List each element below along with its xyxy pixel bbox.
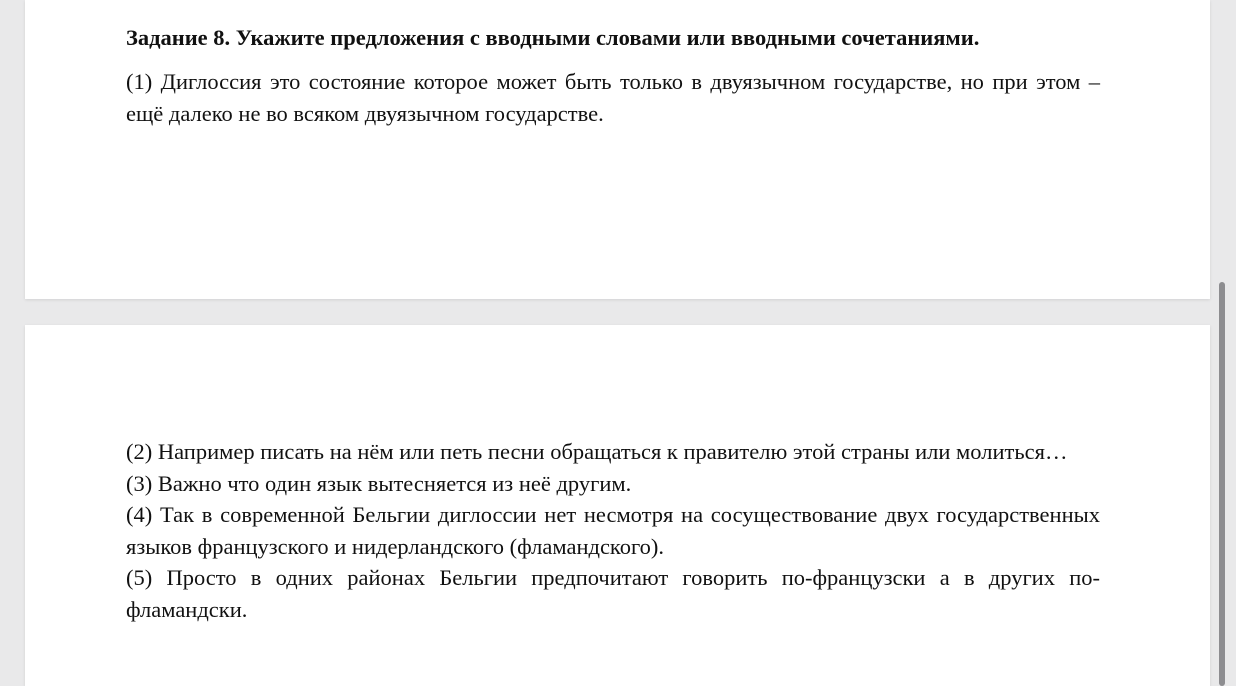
sentence-1: (1) Диглоссия это состояние которое может быть только в двуязычном государстве, но при этом – ещё далеко не во всяком двуязычном государстве. xyxy=(126,69,1100,126)
sentence-3: (3) Важно что один язык вытесняется из неё другим. xyxy=(126,470,632,496)
scrollbar-thumb[interactable] xyxy=(1219,282,1225,686)
sentence-5: (5) Просто в одних районах Бельгии предпочитают говорить по-французски а в других по-фламандски. xyxy=(126,565,1100,622)
task-heading: Задание 8. Укажите предложения с вводными словами или вводными сочетаниями. xyxy=(126,25,980,50)
sentence-1-block xyxy=(126,66,1100,129)
sentence-2: (2) Например писать на нём или петь песни обращаться к правителю этой страны или молиться… xyxy=(126,439,1068,464)
sentences-2-5-block xyxy=(126,436,1100,625)
sentence-4: (4) Так в современной Бельгии диглоссии нет несмотря на сосуществование двух государственных языков французского и нидерландского (фламандского). xyxy=(126,502,1100,559)
